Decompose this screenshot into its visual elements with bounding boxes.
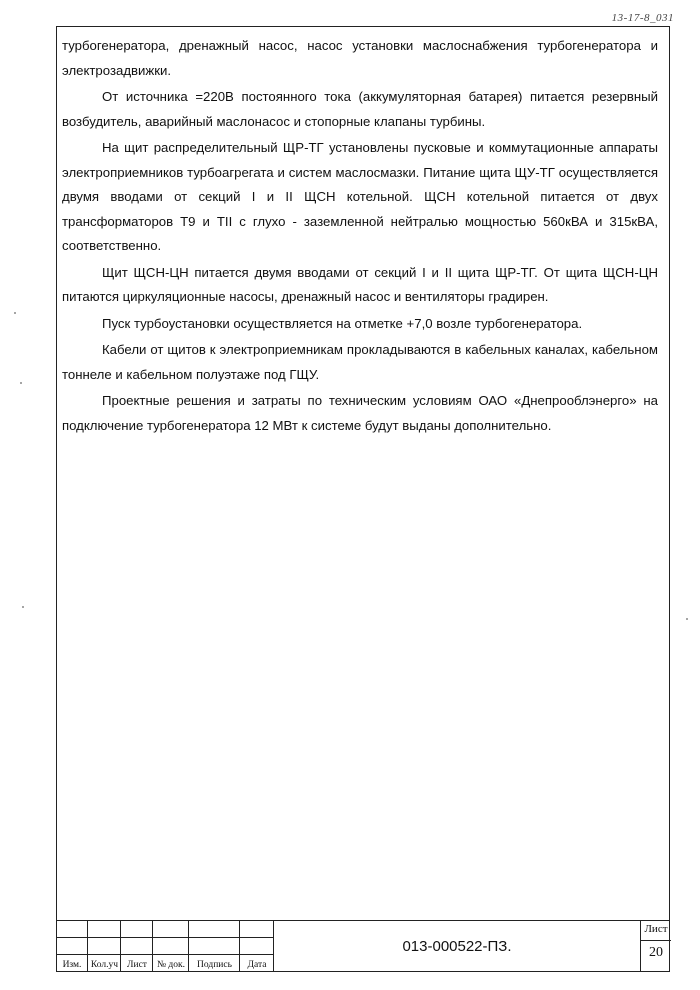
corner-stamp: 13-17-8_031 (611, 12, 674, 24)
revision-grid (56, 920, 274, 972)
header-list: Лист (127, 960, 147, 970)
sheet-label: Лист (644, 923, 668, 935)
header-izm: Изм. (62, 960, 82, 970)
paragraph-4: Щит ЩСН-ЦН питается двумя вводами от секций I и II щита ЩР-ТГ. От щита ЩСН-ЦН питаются циркуляционные насосы, дренажный насос и вентиляторы градирен. (62, 264, 658, 304)
header-date: Дата (247, 960, 267, 970)
sheet-box (640, 920, 670, 972)
document-body (62, 34, 658, 440)
title-block (56, 920, 670, 972)
paragraph-7: Проектные решения и затраты по техническим условиям ОАО «Днепрооблэнерго» на подключение турбогенератора 12 МВт к системе будут выданы дополнительно. (62, 393, 658, 433)
document-code: 013-000522-ПЗ. (274, 920, 640, 972)
paragraph-6: Кабели от щитов к электроприемникам прокладываются в кабельных каналах, кабельном тоннеле и кабельном полуэтаже под ГЩУ. (62, 342, 658, 382)
scan-speck (20, 382, 22, 384)
paragraph-2: От источника =220В постоянного тока (аккумуляторная батарея) питается резервный возбудитель, аварийный маслонасос и стопорные клапаны турбины. (62, 89, 658, 129)
scan-speck (14, 312, 16, 314)
header-doc-number: № док. (156, 960, 185, 970)
scan-speck (22, 606, 24, 608)
paragraph-5: Пуск турбоустановки осуществляется на отметке +7,0 возле турбогенератора. (102, 315, 583, 331)
paragraph-1: турбогенератора, дренажный насос, насос установки маслоснабжения турбогенератора и электрозадвижки. (62, 38, 658, 78)
header-signature: Подпись (197, 960, 232, 970)
scan-speck (686, 618, 688, 620)
paragraph-3: На щит распределительный ЩР-ТГ установлены пусковые и коммутационные аппараты электроприемников турбоагрегата и систем маслосмазки. Питание щита ЩУ-ТГ осуществляется двумя вводами от секций I и II ЩСН котельной. ЩСН котельной питается от двух трансформаторов Т9 и ТII с глухо - заземленной нейтралью мощностью 560кВА и 315кВА, соответственно. (62, 140, 658, 253)
sheet-number: 20 (649, 945, 663, 960)
header-kol-uch: Кол.уч (90, 960, 119, 970)
